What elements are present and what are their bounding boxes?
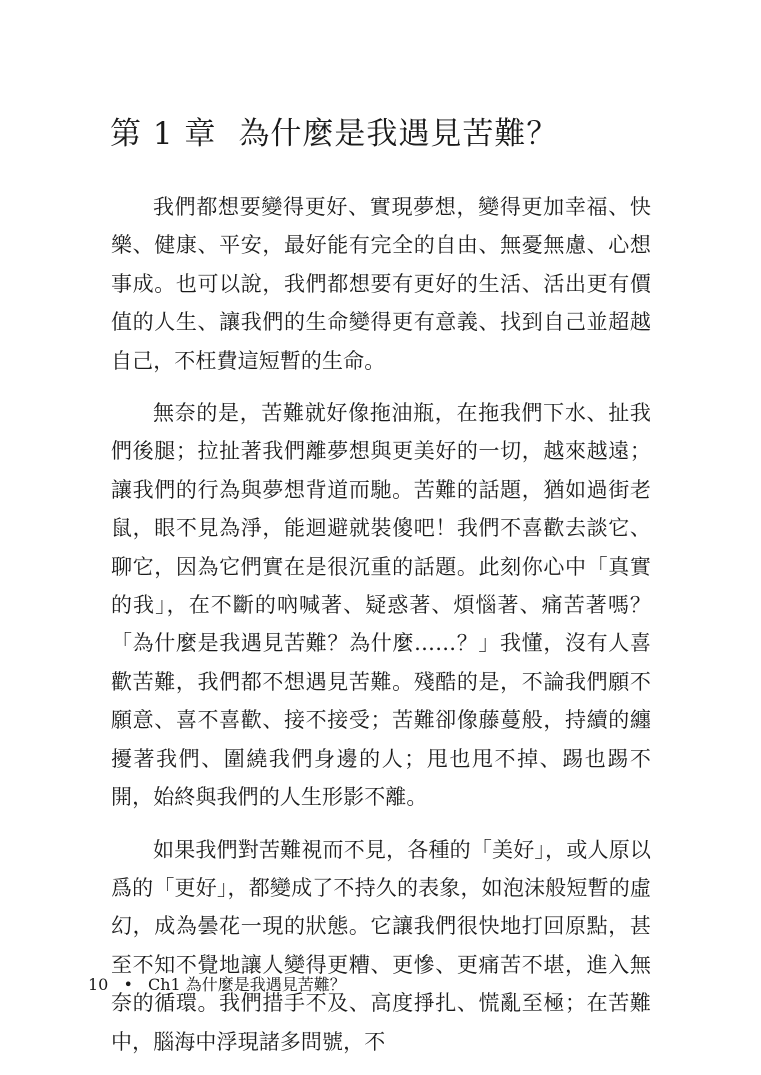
paragraph-2: 無奈的是，苦難就好像拖油瓶，在拖我們下水、扯我們後腿；拉扯著我們離夢想與更美好的一切，越來越遠；讓我們的行為與夢想背道而馳。苦難的話題，猶如過街老鼠，眼不見為淨，能迴避就裝傻吧！我們不喜歡去談它、聊它，因為它們實在是很沉重的話題。此刻你心中「真實的我」，在不斷的吶喊著、疑惑著、煩惱著、痛苦著嗎？「為什麼是我遇見苦難？為什麼……？」我懂，沒有人喜歡苦難，我們都不想遇見苦難。殘酷的是，不論我們願不願意、喜不喜歡、接不接受；苦難卻像藤蔓般，持續的纏擾著我們、圍繞我們身邊的人；甩也甩不掉、踢也踢不開，始終與我們的人生形影不離。: [111, 401, 651, 810]
running-title: Ch1 為什麼是我遇見苦難？: [147, 975, 346, 994]
footer-bullet: •: [123, 975, 133, 994]
chapter-title: 為什麼是我遇見苦難？: [238, 116, 559, 152]
chapter-label: 第 1 章: [110, 116, 217, 152]
paragraph-3: 如果我們對苦難視而不見，各種的「美好」，或人原以爲的「更好」，都變成了不持久的表象，如泡沫般短暫的虛幻，成為曇花一現的狀態。它讓我們很快地打回原點，甚至不知不覺地讓人變得更糟、更慘、更痛苦不堪，進入無奈的循環。我們措手不及、高度掙扎、慌亂至極；在苦難中，腦海中浮現諸多問號，不: [111, 837, 651, 1054]
page-footer: [88, 972, 356, 995]
body-text: [111, 188, 651, 1075]
chapter-heading: [110, 108, 670, 153]
page-number: 10: [88, 975, 109, 994]
paragraph-1: 我們都想要變得更好、實現夢想，變得更加幸福、快樂、健康、平安，最好能有完全的自由、無憂無慮、心想事成。也可以說，我們都想要有更好的生活、活出更有價值的人生、讓我們的生命變得更有意義、找到自己並超越自己，不枉費這短暫的生命。: [111, 195, 651, 373]
